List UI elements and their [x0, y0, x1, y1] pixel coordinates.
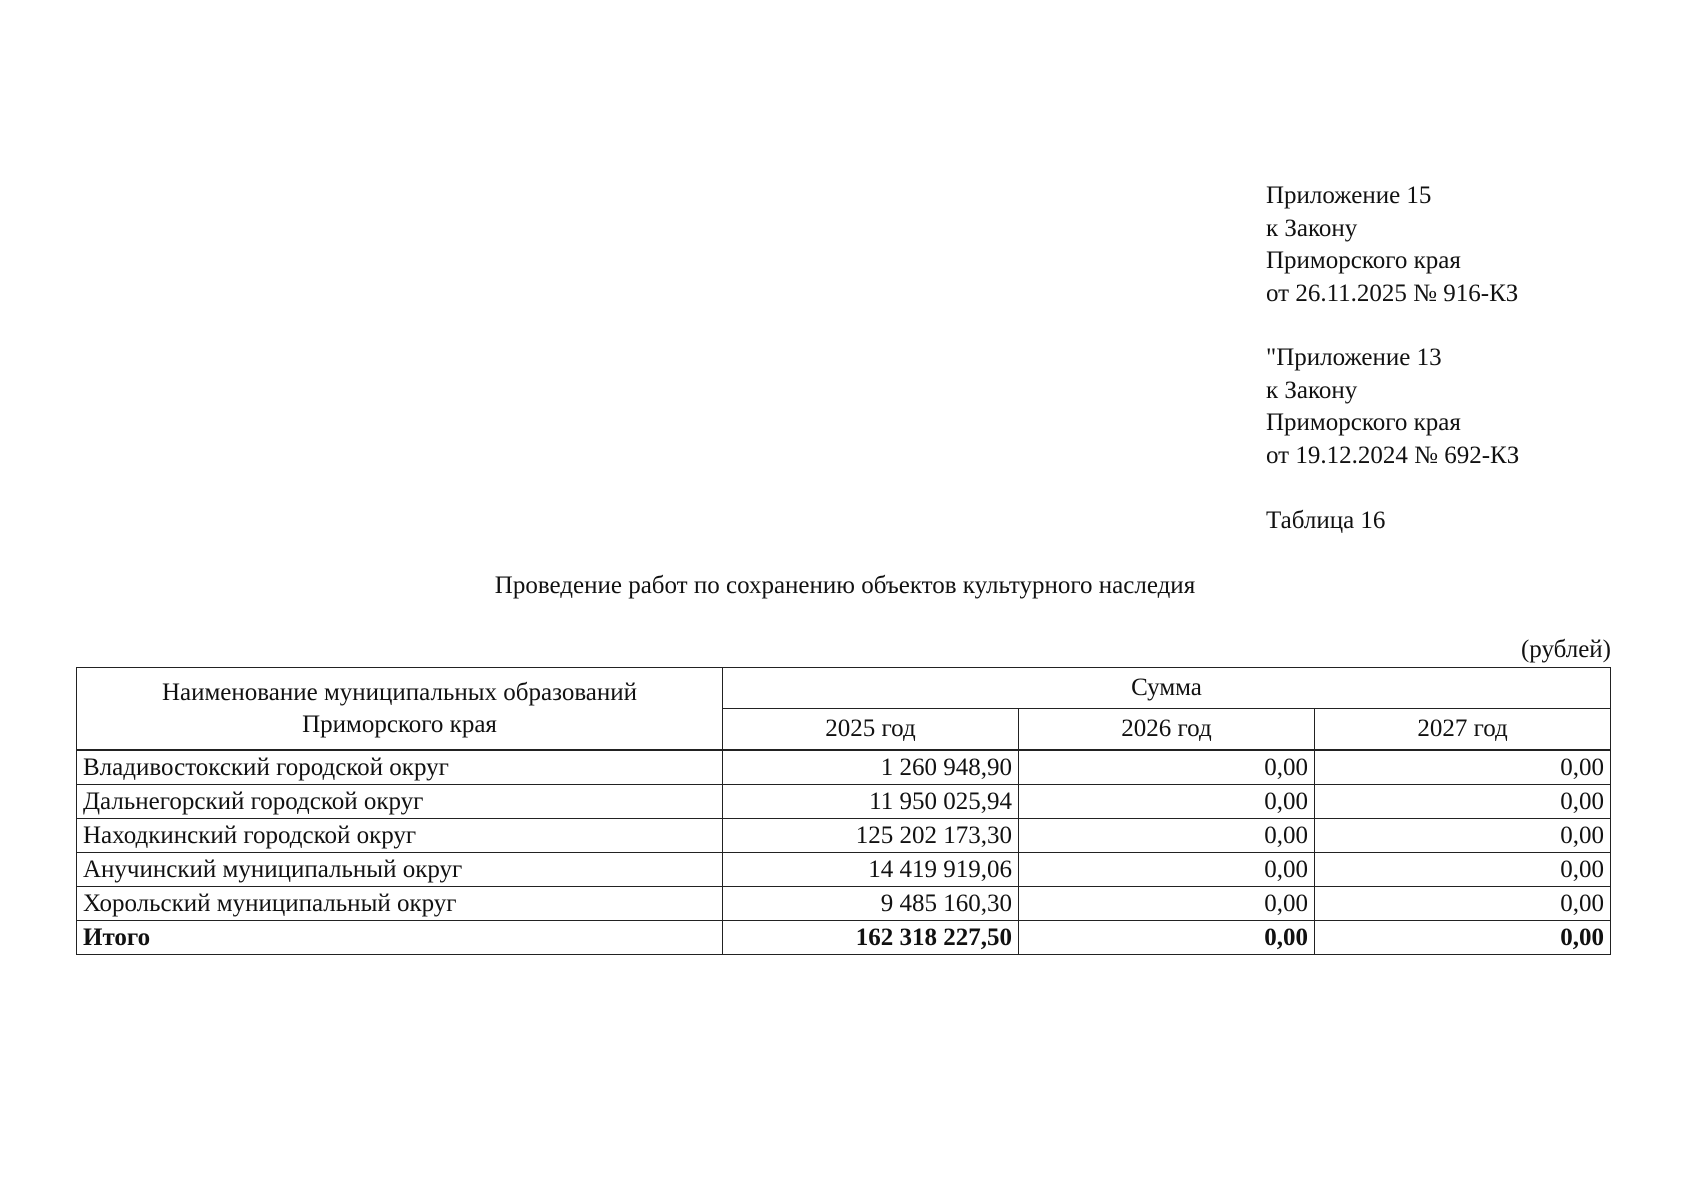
table-row — [77, 785, 1611, 819]
amount-2025: 1 260 948,90 — [723, 750, 1019, 785]
amount-2025: 14 419 919,06 — [723, 853, 1019, 887]
amount-2027: 0,00 — [1315, 819, 1611, 853]
total-2025: 162 318 227,50 — [723, 921, 1019, 955]
amount-2026: 0,00 — [1019, 785, 1315, 819]
attachment-line: Приморского края — [1266, 409, 1461, 436]
municipality-name: Находкинский городской округ — [77, 819, 723, 853]
header-row — [77, 668, 1611, 709]
total-label: Итого — [77, 921, 723, 955]
amended-attachment-header — [1266, 342, 1519, 472]
attachment-header — [1266, 180, 1518, 310]
attachment-line: к Закону — [1266, 376, 1358, 404]
attachment-line: Приложение 15 — [1266, 182, 1432, 209]
table-number: Таблица 16 — [1266, 507, 1386, 534]
table-body — [77, 750, 1611, 955]
amount-2027: 0,00 — [1315, 785, 1611, 819]
attachment-line: Приморского края — [1266, 247, 1461, 274]
column-header-2025: 2025 год — [723, 709, 1019, 751]
document-title: Проведение работ по сохранению объектов культурного наследия — [494, 572, 1196, 599]
table-header — [77, 668, 1611, 751]
column-header-line: Приморского края — [302, 710, 497, 738]
amount-2026: 0,00 — [1019, 819, 1315, 853]
column-header-line: Наименование муниципальных образований — [161, 678, 638, 706]
budget-table — [76, 667, 1611, 955]
amount-2027: 0,00 — [1315, 887, 1611, 921]
column-header-2026: 2026 год — [1019, 709, 1315, 751]
amount-2025: 125 202 173,30 — [723, 819, 1019, 853]
total-2027: 0,00 — [1315, 921, 1611, 955]
table-row — [77, 853, 1611, 887]
amount-2027: 0,00 — [1315, 853, 1611, 887]
municipality-name: Анучинский муниципальный округ — [77, 853, 723, 887]
municipality-name: Хорольский муниципальный округ — [77, 887, 723, 921]
attachment-line: от 19.12.2024 № 692-КЗ — [1266, 441, 1520, 469]
amount-2026: 0,00 — [1019, 750, 1315, 785]
total-2026: 0,00 — [1019, 921, 1315, 955]
column-header-2027: 2027 год — [1315, 709, 1611, 751]
column-header-sum: Сумма — [723, 668, 1611, 709]
total-row — [77, 921, 1611, 955]
attachment-line: к Закону — [1266, 214, 1358, 242]
municipality-name: Дальнегорский городской округ — [77, 785, 723, 819]
unit-label: (рублей) — [1520, 636, 1611, 663]
table-row — [77, 750, 1611, 785]
amount-2025: 11 950 025,94 — [723, 785, 1019, 819]
amount-2025: 9 485 160,30 — [723, 887, 1019, 921]
municipality-name: Владивостокский городской округ — [77, 750, 723, 785]
table-row — [77, 887, 1611, 921]
amount-2027: 0,00 — [1315, 750, 1611, 785]
column-header-municipality — [77, 668, 723, 751]
attachment-line: "Приложение 13 — [1266, 344, 1442, 371]
attachment-line: от 26.11.2025 № 916-КЗ — [1266, 279, 1519, 307]
table-row — [77, 819, 1611, 853]
amount-2026: 0,00 — [1019, 853, 1315, 887]
amount-2026: 0,00 — [1019, 887, 1315, 921]
